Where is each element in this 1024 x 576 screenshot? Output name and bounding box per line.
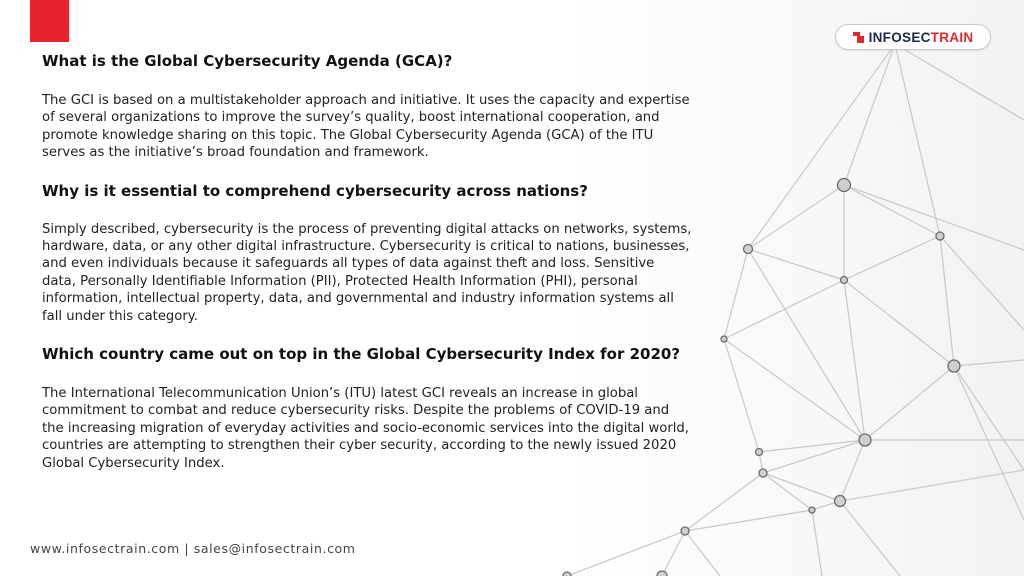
section-body-top-country: The International Telecommunication Union’s (ITU) latest GCI reveals an increase in global commitment to combat and reduce cybersecurity risks. Despite the problems of COVID-19 and the increasing migration of everyday activities and socio-economic services into the digital world, countries are attempting to strengthen their cyber security, according to the newly issued 2020 Global Cybersecurity Index.: [42, 386, 689, 471]
logo-text-part2: TRAIN: [930, 29, 974, 45]
section-heading-gca: What is the Global Cybersecurity Agenda (GCA)?: [42, 52, 453, 70]
logo-mark-icon: [853, 32, 864, 43]
article-content: [42, 52, 692, 472]
section-heading-why: Why is it essential to comprehend cybersecurity across nations?: [42, 181, 588, 200]
logo-text-part1: INFOSEC: [868, 29, 931, 45]
infosectrain-logo: [835, 24, 991, 50]
accent-block: [30, 0, 69, 42]
section-body-why: Simply described, cybersecurity is the process of preventing digital attacks on networks, systems, hardware, data, or any other digital infrastructure. Cybersecurity is critical to nations, businesses, and even individuals because it safeguards all types of data against theft and loss. Sensitive data, Personally Identifiable Information (PII), Protected Health Information (PHI), personal information, intellectual property, data, and governmental and industry information systems all fall under this category.: [42, 221, 692, 324]
section-body-gca: The GCI is based on a multistakeholder approach and initiative. It uses the capacity and expertise of several organizations to improve the survey’s quality, boost international cooperation, and promote knowledge sharing on this topic. The Global Cybersecurity Agenda (GCA) of the ITU serves as the initiative’s broad foundation and framework.: [42, 93, 690, 161]
footer-contact: www.infosectrain.com | sales@infosectrain.com: [30, 541, 356, 556]
section-heading-top-country: Which country came out on top in the Global Cybersecurity Index for 2020?: [42, 345, 681, 364]
